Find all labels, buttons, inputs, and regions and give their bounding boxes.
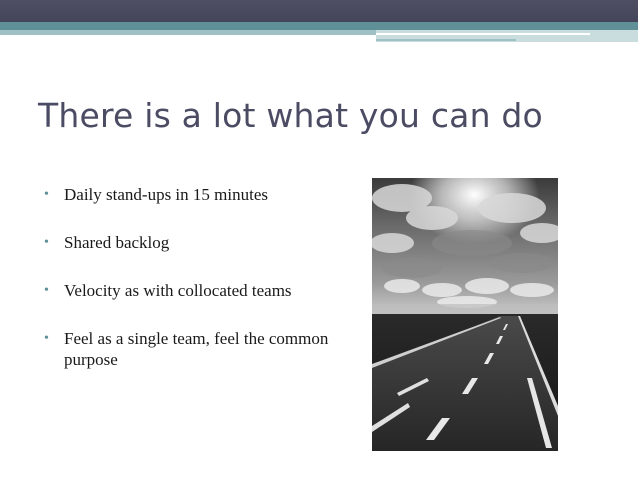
header-line-teal <box>376 39 516 41</box>
header-line-white <box>376 33 590 35</box>
road-illustration <box>372 178 558 451</box>
bullet-item <box>44 184 334 205</box>
bullet-item <box>44 280 334 301</box>
bullet-text: Velocity as with collocated teams <box>64 281 292 300</box>
header-band-light-left <box>0 30 376 35</box>
bullet-text: Shared backlog <box>64 233 170 252</box>
bullet-icon: • <box>44 235 49 250</box>
bullet-item <box>44 232 334 253</box>
header-band-dark <box>0 0 638 22</box>
header-band-teal <box>0 22 638 30</box>
road-photo <box>372 178 558 451</box>
bullet-icon: • <box>44 187 49 202</box>
bullet-item <box>44 328 334 370</box>
bullet-text: Feel as a single team, feel the common purpose <box>64 329 329 369</box>
bullet-list <box>44 184 334 397</box>
bullet-icon: • <box>44 283 49 298</box>
slide-title: There is a lot what you can do <box>38 96 543 135</box>
bullet-icon: • <box>44 331 49 346</box>
bullet-text: Daily stand-ups in 15 minutes <box>64 185 268 204</box>
